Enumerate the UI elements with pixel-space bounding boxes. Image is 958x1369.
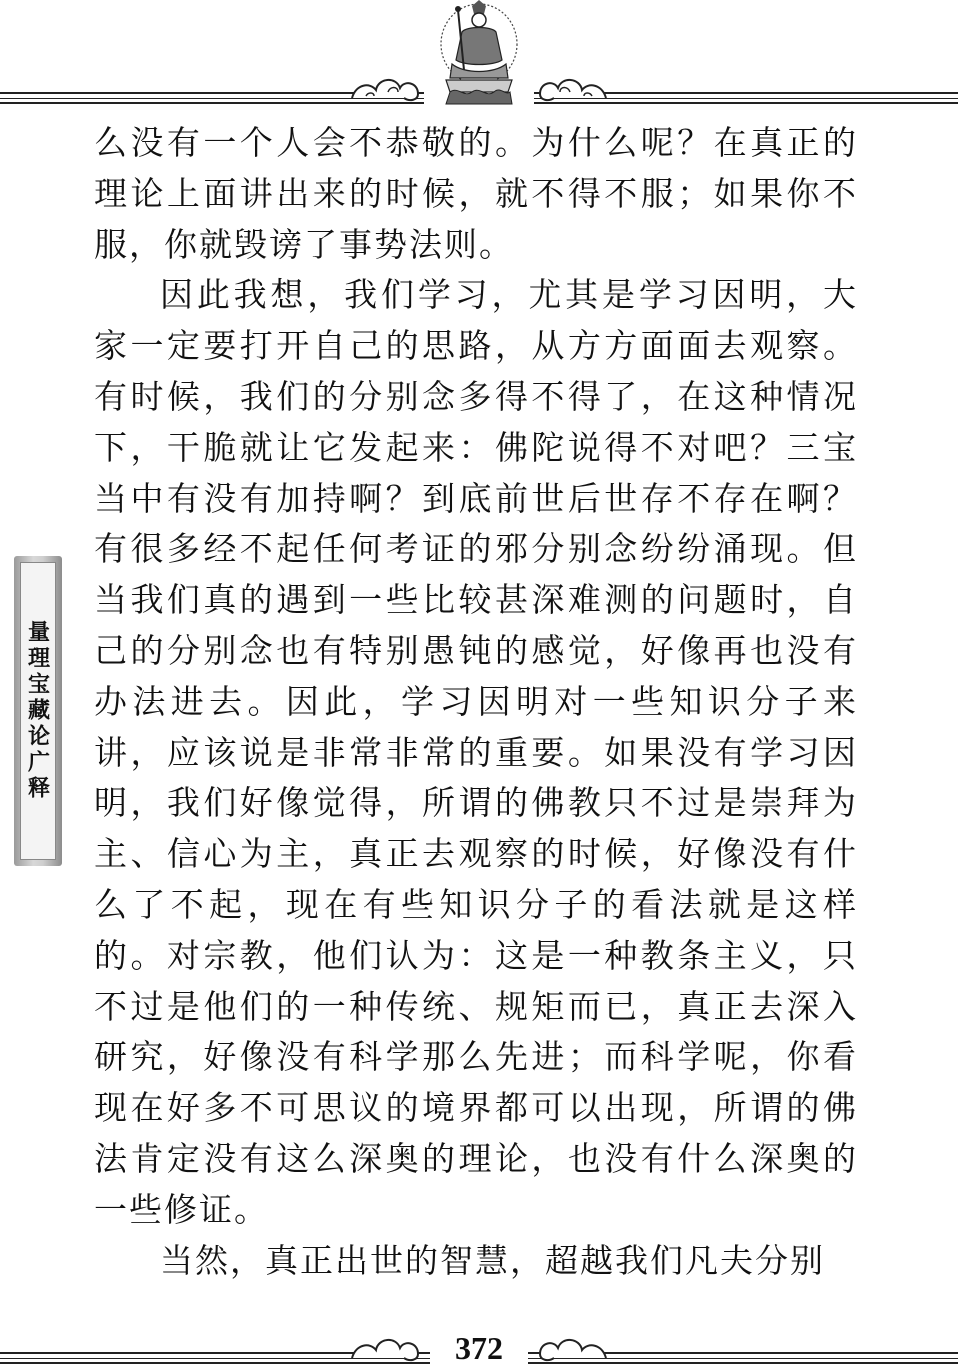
- paragraph: 么没有一个人会不恭敬的。为什么呢？在真正的理论上面讲出来的时候，就不得不服；如果你不服，你就毁谤了事势法则。: [94, 123, 858, 264]
- page-number: 372: [455, 1330, 503, 1366]
- cloud-scroll-icon: [536, 70, 610, 104]
- padmasambhava-figure-icon: [424, 0, 534, 108]
- book-title-label: 量理宝藏论广释: [24, 620, 51, 802]
- cloud-scroll-icon: [536, 1332, 610, 1362]
- body-text: [94, 118, 858, 1286]
- cloud-scroll-icon: [348, 70, 422, 104]
- paragraph: 因此我想，我们学习，尤其是学习因明，大家一定要打开自己的思路，从方方面面去观察。有时候，我们的分别念多得不得了，在这种情况下，干脆就让它发起来：佛陀说得不对吧？三宝当中有没有加持啊？到底前世后世存不存在啊？有很多经不起任何考证的邪分别念纷纷涌现。但当我们真的遇到一些比较甚深难测的问题时，自己的分别念也有特别愚钝的感觉，好像再也没有办法进去。因此，学习因明对一些知识分子来讲，应该说是非常非常的重要。如果没有学习因明，我们好像觉得，所谓的佛教只不过是崇拜为主、信心为主，真正去观察的时候，好像没有什么了不起，现在有些知识分子的看法就是这样的。对宗教，他们认为：这是一种教条主义，只不过是他们的一种传统、规矩而已，真正去深入研究，好像没有科学那么先进；而科学呢，你看现在好多不可思议的境界都可以出现，所谓的佛法肯定没有这么深奥的理论，也没有什么深奥的一些修证。: [94, 275, 858, 1229]
- side-tab-inner: [20, 562, 56, 860]
- page-number-box: [430, 1328, 528, 1369]
- side-tab: [14, 556, 62, 866]
- paragraph: 当然，真正出世的智慧，超越我们凡夫分别: [160, 1240, 825, 1280]
- cloud-scroll-icon: [348, 1332, 422, 1362]
